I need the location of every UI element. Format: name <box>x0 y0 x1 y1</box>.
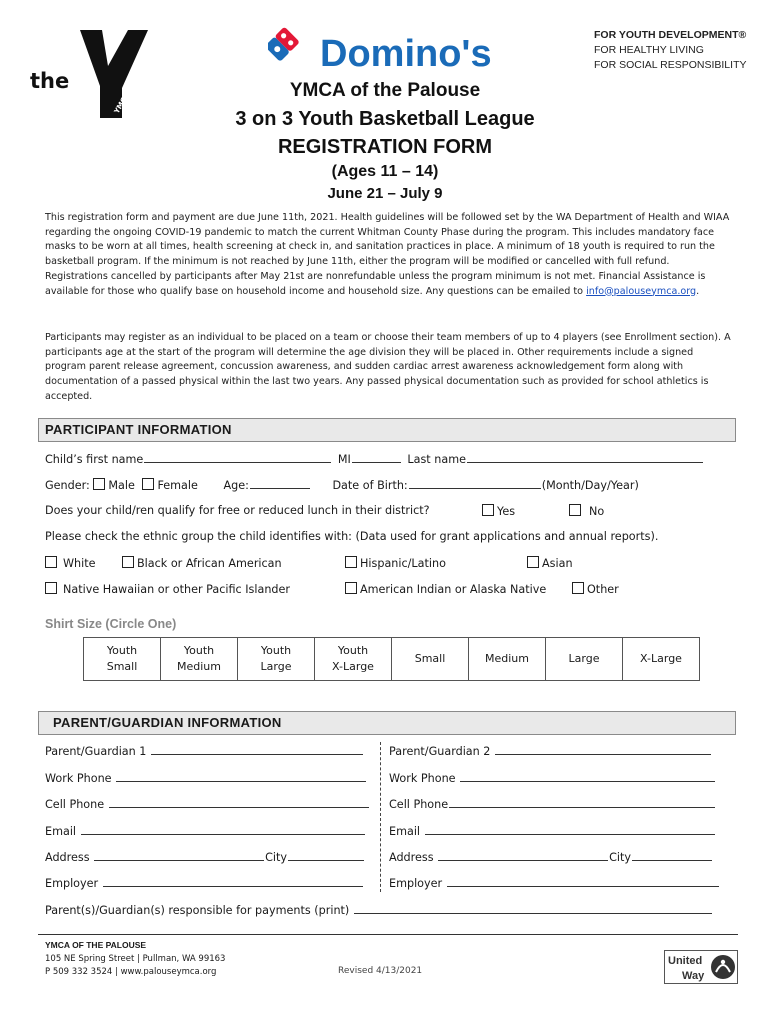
ethnic-hispanic: Hispanic/Latino <box>345 556 446 570</box>
ethnic-white: White <box>45 556 96 570</box>
shirt-youth-small[interactable]: Youth Small <box>84 638 161 681</box>
employer-1-row: Employer <box>45 876 364 890</box>
ethnic-other: Other <box>572 582 619 596</box>
hawaiian-checkbox[interactable] <box>45 582 57 594</box>
city-1-field[interactable] <box>288 850 364 861</box>
footer-contact: P 509 332 3524 | www.palouseymca.org <box>45 967 217 977</box>
email-link[interactable]: info@palouseymca.org <box>586 285 697 297</box>
lunch-row: Does your child/ren qualify for free or reduced lunch in their district? <box>45 504 430 517</box>
address-1-row: Address City <box>45 850 365 864</box>
tagline <box>594 28 746 73</box>
ethnic-native: American Indian or Alaska Native <box>345 582 546 596</box>
tagline-line-2: FOR HEALTHY LIVING <box>594 44 704 56</box>
shirt-xlarge[interactable]: X-Large <box>623 638 700 681</box>
dominos-logo <box>268 22 508 78</box>
work-phone-1-field[interactable] <box>116 771 366 782</box>
email-1-row: Email <box>45 824 366 838</box>
lunch-no: No <box>569 504 604 518</box>
male-checkbox[interactable] <box>93 478 105 490</box>
intro-paragraph-1: This registration form and payment are due June 11th, 2021. Health guidelines will be followed set by the WA Department of Health and WIAA regarding the ongoing COVID-19 pandemic to match the current Whitman County Phase during the program. This includes mandatory face masks to be worn at all times, health screening at check in, and sanitation practices in place. A minimum of 18 youth is required to run the basketball program. If the minimum is not reached by June 11th, either the program will be modified or cancelled with full refund. Registrations cancelled by participants after May 21st are nonrefundable unless the program minimum is not met. Financial Assistance is available for those who qualify base on household income and household size. Any questions can be emailed to info@palouseymca.org. <box>45 212 730 297</box>
revised-date: Revised 4/13/2021 <box>338 966 423 976</box>
asian-checkbox[interactable] <box>527 556 539 568</box>
name-row: Child’s first name MI Last name <box>45 452 704 466</box>
shirt-large[interactable]: Large <box>546 638 623 681</box>
white-checkbox[interactable] <box>45 556 57 568</box>
email-2-row: Email <box>389 824 716 838</box>
gender-row: Gender: Male Female Age: Date of Birth: (Month/Day/Year) <box>45 479 639 492</box>
tagline-line-3: FOR SOCIAL RESPONSIBILITY <box>594 59 747 71</box>
svg-text:®: ® <box>140 31 146 38</box>
cell-phone-1-row: Cell Phone <box>45 797 370 811</box>
age-field[interactable] <box>250 478 310 489</box>
last-name-field[interactable] <box>467 452 703 463</box>
united-way-text-2: Way <box>682 970 705 982</box>
cell-phone-1-field[interactable] <box>109 797 369 808</box>
employer-1-field[interactable] <box>103 876 363 887</box>
native-checkbox[interactable] <box>345 582 357 594</box>
shirt-size-table <box>83 637 700 681</box>
responsible-row: Parent(s)/Guardian(s) responsible for payments (print) <box>45 903 713 917</box>
guardian2-row: Parent/Guardian 2 <box>389 744 712 758</box>
title-dates: June 21 – July 9 <box>327 185 443 202</box>
address-2-field[interactable] <box>438 850 608 861</box>
guardian-heading: PARENT/GUARDIAN INFORMATION <box>38 711 736 735</box>
shirt-youth-medium[interactable]: Youth Medium <box>161 638 238 681</box>
title-org: YMCA of the Palouse <box>289 80 481 101</box>
footer-divider <box>38 934 738 935</box>
ethnic-black: Black or African American <box>122 556 282 570</box>
guardian1-field[interactable] <box>151 744 363 755</box>
title-form: REGISTRATION FORM <box>277 136 493 158</box>
ymca-logo-small: YMCA <box>112 91 132 115</box>
employer-2-field[interactable] <box>447 876 719 887</box>
cell-phone-2-row: Cell Phone <box>389 797 716 811</box>
participant-heading: PARTICIPANT INFORMATION <box>38 418 736 442</box>
shirt-medium[interactable]: Medium <box>469 638 546 681</box>
intro-paragraph-2: Participants may register as an individual to be placed on a team or choose their team members of up to 4 players (see Enrollment section). A participants age at the start of the program will determine the age division they will be placed in. Other requirements include a signed program parent release agreement, concussion awareness, and sudden cardiac arrest awareness acknowledgement form along with documentation of a passed physical within the last two years. Any passed physical documentation such as provided for school athletics is accepted. <box>45 332 731 402</box>
lunch-yes: Yes <box>482 504 515 518</box>
shirt-youth-xlarge[interactable]: Youth X-Large <box>315 638 392 681</box>
lunch-yes-checkbox[interactable] <box>482 504 494 516</box>
other-checkbox[interactable] <box>572 582 584 594</box>
united-way-text-1: United <box>668 955 703 967</box>
shirt-youth-large[interactable]: Youth Large <box>238 638 315 681</box>
first-name-field[interactable] <box>144 452 331 463</box>
hispanic-checkbox[interactable] <box>345 556 357 568</box>
cell-phone-2-field[interactable] <box>449 797 715 808</box>
work-phone-2-field[interactable] <box>460 771 715 782</box>
title-ages: (Ages 11 – 14) <box>331 163 439 180</box>
mi-field[interactable] <box>352 452 401 463</box>
shirt-size-heading: Shirt Size (Circle One) <box>45 617 177 631</box>
work-phone-1-row: Work Phone <box>45 771 367 785</box>
ethnic-asian: Asian <box>527 556 573 570</box>
employer-2-row: Employer <box>389 876 720 890</box>
female-checkbox[interactable] <box>142 478 154 490</box>
city-2-field[interactable] <box>632 850 712 861</box>
footer-org: YMCA OF THE PALOUSE <box>45 940 147 950</box>
shirt-small[interactable]: Small <box>392 638 469 681</box>
lunch-no-checkbox[interactable] <box>569 504 581 516</box>
tagline-line-1: FOR YOUTH DEVELOPMENT® <box>594 29 747 41</box>
email-2-field[interactable] <box>425 824 715 835</box>
black-checkbox[interactable] <box>122 556 134 568</box>
email-1-field[interactable] <box>81 824 365 835</box>
united-way-logo <box>664 950 738 984</box>
guardian1-row: Parent/Guardian 1 <box>45 744 364 758</box>
address-1-field[interactable] <box>94 850 264 861</box>
ymca-logo <box>28 28 148 120</box>
address-2-row: Address City <box>389 850 713 864</box>
footer-address: 105 NE Spring Street | Pullman, WA 99163 P 509 332 3524 | www.palouseymca.org <box>45 954 226 977</box>
dob-field[interactable] <box>409 478 541 489</box>
guardian2-field[interactable] <box>495 744 711 755</box>
responsible-field[interactable] <box>354 903 712 914</box>
ethnic-question: Please check the ethnic group the child identifies with: (Data used for grant applications and annual reports). <box>45 530 659 543</box>
ymca-logo-the: the <box>30 69 70 93</box>
guardian-divider <box>380 742 381 892</box>
ethnic-hawaiian: Native Hawaiian or other Pacific Islander <box>45 582 290 596</box>
dominos-wordmark: Domino's <box>320 33 492 75</box>
title-program: 3 on 3 Youth Basketball League <box>235 108 535 130</box>
work-phone-2-row: Work Phone <box>389 771 716 785</box>
